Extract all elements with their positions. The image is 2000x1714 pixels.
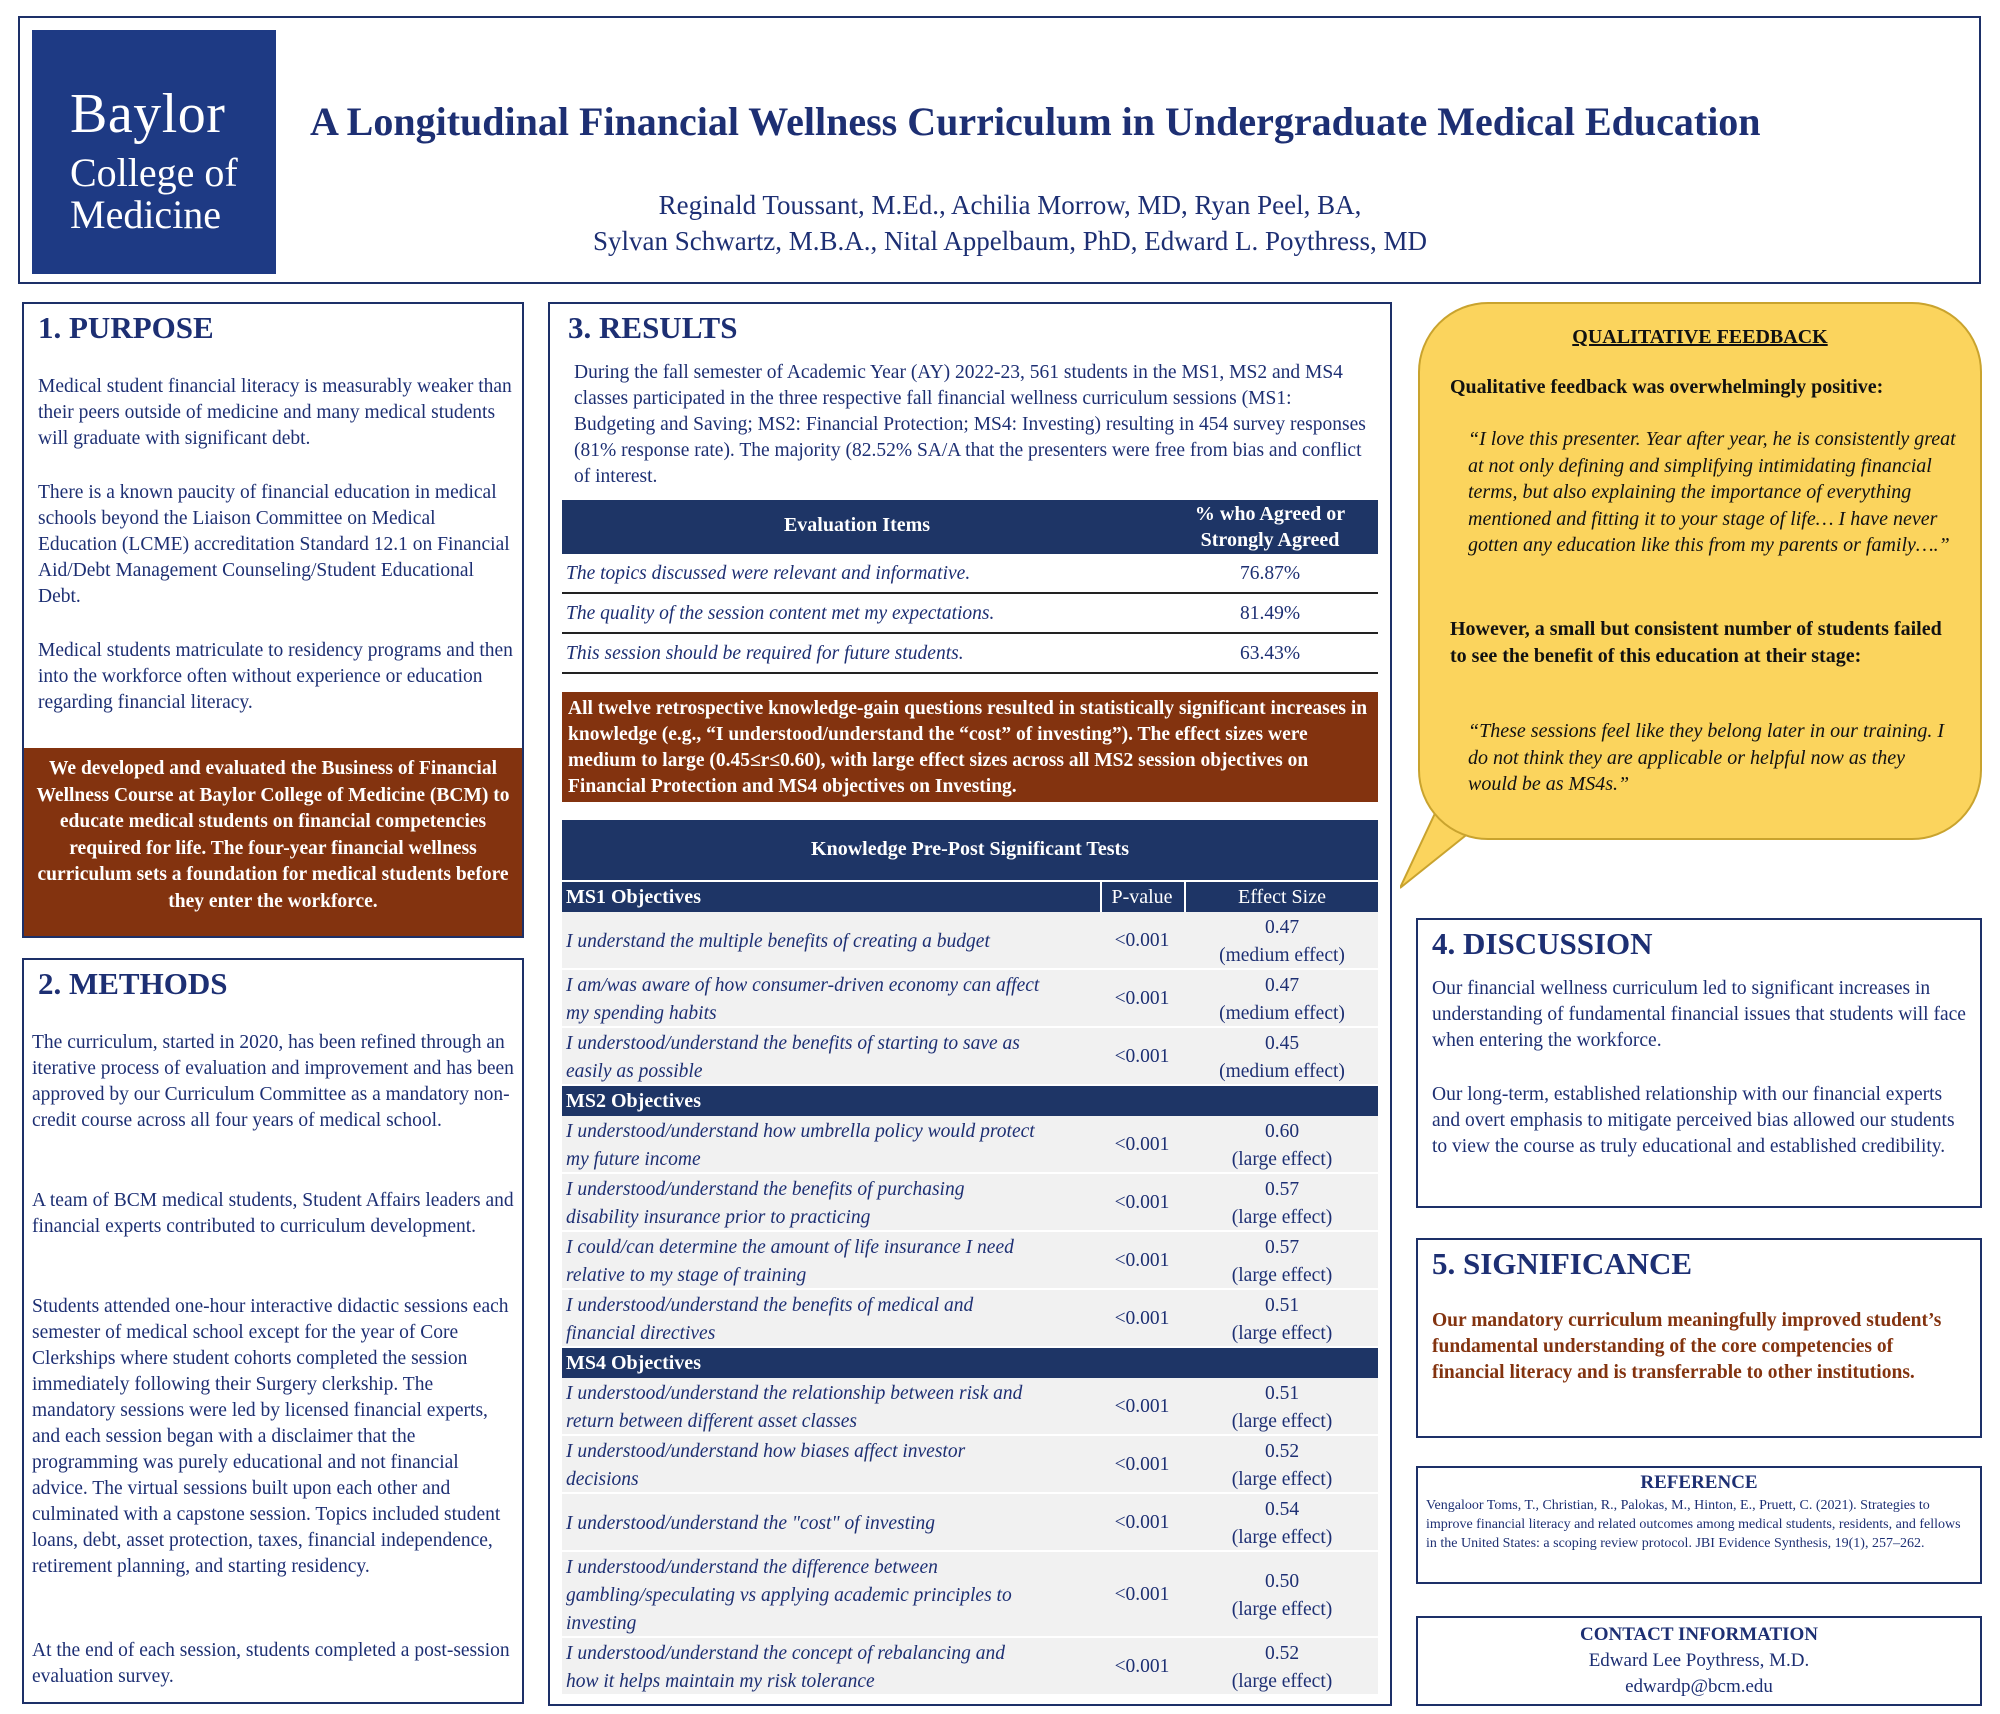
- effect-label: (large effect): [1231, 1671, 1333, 1692]
- effect-label: (medium effect): [1219, 1061, 1345, 1082]
- contact-name: Edward Lee Poythress, M.D.: [1588, 1650, 1810, 1671]
- p-value: <0.001: [1114, 1308, 1170, 1329]
- objective-text: I am/was aware of how consumer-driven economy can affect: [566, 975, 1040, 996]
- reference-section: [1416, 1466, 1982, 1584]
- objective-text-cont: investing: [566, 1613, 637, 1634]
- significance-text: Our mandatory curriculum meaningfully improved student’s fundamental understanding of the core competencies of financial literacy and is transferrable to other institutions.: [1432, 1310, 1942, 1383]
- ms2-objectives-header: [562, 1086, 1378, 1116]
- quote-negative: “These sessions feel like they belong later in our training. I do not think they are applicable or helpful now as they would be as MS4s.”: [1468, 720, 1945, 795]
- results-intro: During the fall semester of Academic Year (AY) 2022-23, 561 students in the MS1, MS2 and MS4 classes participated in the three respective fall financial wellness curriculum sessions (MS1: Budgeting and Saving; MS2: Financial Protection; MS4: Investing) resulting in 454 survey responses (81% response rate). The majority (82.52% SA/A that the presenters were free from bias and conflict of interest.: [574, 362, 1366, 487]
- effect-label: (medium effect): [1219, 1003, 1345, 1024]
- objective-text: I could/can determine the amount of life insurance I need: [566, 1237, 1014, 1258]
- eval-pct: 76.87%: [1239, 563, 1301, 584]
- effect-value: 0.51: [1264, 1295, 1300, 1316]
- objective-text: I understood/understand how umbrella policy would protect: [566, 1121, 1035, 1142]
- effect-value: 0.57: [1264, 1237, 1300, 1258]
- effect-value: 0.51: [1264, 1383, 1300, 1404]
- methods-paragraph-1: The curriculum, started in 2020, has been refined through an iterative process of evaluation and improvement and has been approved by our Curriculum Committee as a mandatory non-credit course across all four years of medical school.: [32, 1032, 514, 1131]
- effect-label: (large effect): [1231, 1599, 1333, 1620]
- objective-text: I understood/understand the benefits of medical and: [566, 1295, 974, 1316]
- table-row: [562, 1552, 1378, 1638]
- table-row: [562, 1028, 1378, 1086]
- table-row: [562, 1232, 1378, 1290]
- objective-text: I understood/understand the benefits of starting to save as: [566, 1033, 1020, 1054]
- p-value: <0.001: [1114, 1512, 1170, 1533]
- objective-text-cont: my spending habits: [566, 1003, 717, 1024]
- logo-line-2: College of: [70, 150, 238, 195]
- objective-text-cont: my future income: [566, 1149, 701, 1170]
- objective-text-cont: relative to my stage of training: [566, 1265, 807, 1286]
- objective-text-cont: disability insurance prior to practicing: [566, 1207, 871, 1228]
- methods-section: [22, 958, 524, 1704]
- purpose-heading: 1. PURPOSE: [38, 310, 214, 345]
- evaluation-table: [562, 500, 1378, 680]
- table-row: [562, 1638, 1378, 1696]
- knowledge-table-title-bar: [562, 820, 1378, 880]
- table-row: [562, 1174, 1378, 1232]
- header-evaluation-items: Evaluation Items: [783, 514, 931, 536]
- poster-title: A Longitudinal Financial Wellness Curriculum in Undergraduate Medical Education: [310, 99, 1761, 144]
- authors-line-2: Sylvan Schwartz, M.B.A., Nital Appelbaum, PhD, Edward L. Poythress, MD: [593, 226, 1427, 256]
- table-row: [562, 594, 1378, 634]
- p-value: <0.001: [1114, 1192, 1170, 1213]
- ms1-objectives-header: [562, 882, 1378, 912]
- effect-label: (large effect): [1231, 1469, 1333, 1490]
- objective-text: I understood/understand the "cost" of investing: [566, 1513, 935, 1534]
- effect-label: (large effect): [1231, 1265, 1333, 1286]
- reference-text: Vengaloor Toms, T., Christian, R., Palokas, M., Hinton, E., Pruett, C. (2021). Strategies to improve financial literacy and related outcomes among medical students, residents, and fellows in the United States: a scoping review protocol. JBI Evidence Synthesis, 19(1), 257–262.: [1426, 1498, 1961, 1551]
- discussion-paragraph-2: Our long-term, established relationship with our financial experts and overt emphasis to mitigate perceived bias allowed our students to view the course as truly educational and established credibility.: [1432, 1084, 1955, 1157]
- effect-value: 0.52: [1264, 1643, 1300, 1664]
- qualitative-lead-negative: However, a small but consistent number of students failed to see the benefit of this education at their stage:: [1450, 618, 1942, 667]
- qualitative-title: QUALITATIVE FEEDBACK: [1572, 326, 1828, 348]
- p-value: <0.001: [1114, 1134, 1170, 1155]
- table-row: [562, 1494, 1378, 1552]
- p-value: <0.001: [1114, 1046, 1170, 1067]
- poster-header: [18, 16, 1981, 284]
- table-row: [562, 912, 1378, 970]
- objective-text: I understood/understand how biases affect investor: [566, 1441, 966, 1462]
- contact-section: [1416, 1616, 1982, 1706]
- effect-value: 0.50: [1264, 1571, 1300, 1592]
- objective-text-cont: how it helps maintain my risk tolerance: [566, 1671, 875, 1692]
- p-value: <0.001: [1114, 1656, 1170, 1677]
- effect-value: 0.57: [1264, 1179, 1300, 1200]
- effect-label: (large effect): [1231, 1323, 1333, 1344]
- col-pvalue: P-value: [1111, 886, 1173, 908]
- methods-paragraph-3: Students attended one-hour interactive didactic sessions each semester of medical school except for the year of Core Clerkships where student cohorts completed the session immediately following their Surgery clerkship. The mandatory sessions were led by licensed financial experts, and each session began with a disclaimer that the programming was purely educational and not financial advice. The virtual sessions built upon each other and culminated with a capstone session. Topics included student loans, debt, asset protection, taxes, financial independence, retirement planning, and starting residency.: [32, 1296, 509, 1577]
- quote-positive: “I love this presenter. Year after year, he is consistently great at not only defining and simplifying intimidating financial terms, but also explaining the importance of everything mentioned and fitting it to your stage of life… I have never gotten any education like this from my parents or family….”: [1468, 428, 1956, 556]
- group-name: MS2 Objectives: [566, 1090, 701, 1112]
- discussion-heading: 4. DISCUSSION: [1432, 926, 1653, 961]
- eval-pct: 63.43%: [1239, 643, 1301, 664]
- objective-text-cont: financial directives: [566, 1323, 716, 1344]
- p-value: <0.001: [1114, 988, 1170, 1009]
- effect-label: (large effect): [1231, 1527, 1333, 1548]
- knowledge-table-title: Knowledge Pre-Post Significant Tests: [811, 838, 1129, 860]
- eval-item: The quality of the session content met my expectations.: [566, 603, 995, 624]
- knowledge-table: [562, 820, 1378, 1700]
- eval-pct: 81.49%: [1239, 603, 1301, 624]
- evaluation-table-header: [562, 500, 1378, 554]
- contact-heading: CONTACT INFORMATION: [1579, 1624, 1819, 1645]
- qualitative-feedback-bubble: [1418, 302, 1982, 840]
- discussion-section: [1416, 918, 1982, 1208]
- table-row: [562, 1290, 1378, 1348]
- results-heading: 3. RESULTS: [568, 310, 738, 345]
- eval-item: The topics discussed were relevant and informative.: [566, 563, 971, 584]
- purpose-paragraph-1: Medical student financial literacy is measurably weaker than their peers outside of medicine and many medical students will graduate with significant debt.: [38, 376, 512, 449]
- methods-heading: 2. METHODS: [38, 966, 228, 1001]
- p-value: <0.001: [1114, 1584, 1170, 1605]
- methods-paragraph-4: At the end of each session, students completed a post-session evaluation survey.: [32, 1640, 510, 1687]
- objective-text: I understood/understand the concept of rebalancing and: [566, 1643, 1006, 1664]
- effect-value: 0.45: [1264, 1033, 1300, 1054]
- objective-text-cont: return between different asset classes: [566, 1411, 858, 1432]
- purpose-paragraph-3: Medical students matriculate to residency programs and then into the workforce often without experience or education regarding financial literacy.: [38, 640, 513, 713]
- objective-text: I understood/understand the difference between: [566, 1557, 938, 1578]
- eval-item: This session should be required for future students.: [566, 643, 964, 664]
- table-row: [562, 634, 1378, 674]
- significance-heading: 5. SIGNIFICANCE: [1432, 1246, 1693, 1281]
- objective-text: I understood/understand the benefits of purchasing: [566, 1179, 965, 1200]
- authors-line-1: Reginald Toussant, M.Ed., Achilia Morrow, MD, Ryan Peel, BA,: [658, 190, 1362, 220]
- effect-label: (large effect): [1231, 1149, 1333, 1170]
- logo-line-1: Baylor: [70, 83, 226, 145]
- table-row: [562, 1436, 1378, 1494]
- methods-paragraph-2: A team of BCM medical students, Student Affairs leaders and financial experts contributed to curriculum development.: [32, 1190, 514, 1237]
- purpose-section: [22, 302, 524, 938]
- objective-text: I understood/understand the relationship between risk and: [566, 1383, 1023, 1404]
- objective-text: I understand the multiple benefits of creating a budget: [566, 931, 990, 952]
- contact-email: edwardp@bcm.edu: [1625, 1676, 1773, 1697]
- effect-label: (large effect): [1231, 1411, 1333, 1432]
- results-callout: All twelve retrospective knowledge-gain questions resulted in statistically significant increases in knowledge (e.g., “I understood/understand the “cost” of investing”). The effect sizes were medium to large (0.45≤r≤0.60), with large effect sizes across all MS2 session objectives on Financial Protection and MS4 objectives on Investing.: [562, 692, 1378, 802]
- p-value: <0.001: [1114, 1454, 1170, 1475]
- group-name: MS4 Objectives: [566, 1352, 701, 1374]
- group-name: MS1 Objectives: [566, 886, 701, 908]
- p-value: <0.001: [1114, 1396, 1170, 1417]
- baylor-logo: [32, 30, 276, 274]
- table-row: [562, 970, 1378, 1028]
- ms4-objectives-header: [562, 1348, 1378, 1378]
- results-section: [548, 302, 1392, 1706]
- purpose-callout: We developed and evaluated the Business of Financial Wellness Course at Baylor College of Medicine (BCM) to educate medical students on financial competencies required for life. The four-year financial wellness curriculum sets a foundation for medical students before they enter the workforce.: [24, 748, 522, 936]
- header-pct-line-2: Strongly Agreed: [1200, 529, 1340, 551]
- discussion-paragraph-1: Our financial wellness curriculum led to significant increases in understanding of fundamental financial issues that students will face when entering the workforce.: [1432, 978, 1966, 1051]
- logo-line-3: Medicine: [70, 192, 222, 237]
- table-row: [562, 1116, 1378, 1174]
- objective-text-cont: decisions: [566, 1469, 639, 1490]
- effect-label: (large effect): [1231, 1207, 1333, 1228]
- p-value: <0.001: [1114, 1250, 1170, 1271]
- table-row: [562, 554, 1378, 594]
- significance-section: [1416, 1238, 1982, 1438]
- reference-heading: REFERENCE: [1640, 1472, 1758, 1493]
- effect-value: 0.52: [1264, 1441, 1300, 1462]
- p-value: <0.001: [1114, 930, 1170, 951]
- effect-value: 0.54: [1264, 1499, 1300, 1520]
- effect-value: 0.60: [1264, 1121, 1300, 1142]
- header-pct-line-1: % who Agreed or: [1194, 503, 1346, 525]
- col-effect-size: Effect Size: [1238, 886, 1326, 908]
- effect-value: 0.47: [1264, 917, 1300, 938]
- purpose-paragraph-2: There is a known paucity of financial education in medical schools beyond the Liaison Committee on Medical Education (LCME) accreditation Standard 12.1 on Financial Aid/Debt Management Counseling/Student Educational Debt.: [38, 482, 510, 607]
- effect-label: (medium effect): [1219, 945, 1345, 966]
- objective-text-cont: gambling/speculating vs applying academic principles to: [566, 1585, 1012, 1606]
- table-row: [562, 1378, 1378, 1436]
- qualitative-lead-positive: Qualitative feedback was overwhelmingly positive:: [1450, 376, 1884, 398]
- objective-text-cont: easily as possible: [566, 1061, 703, 1082]
- effect-value: 0.47: [1264, 975, 1300, 996]
